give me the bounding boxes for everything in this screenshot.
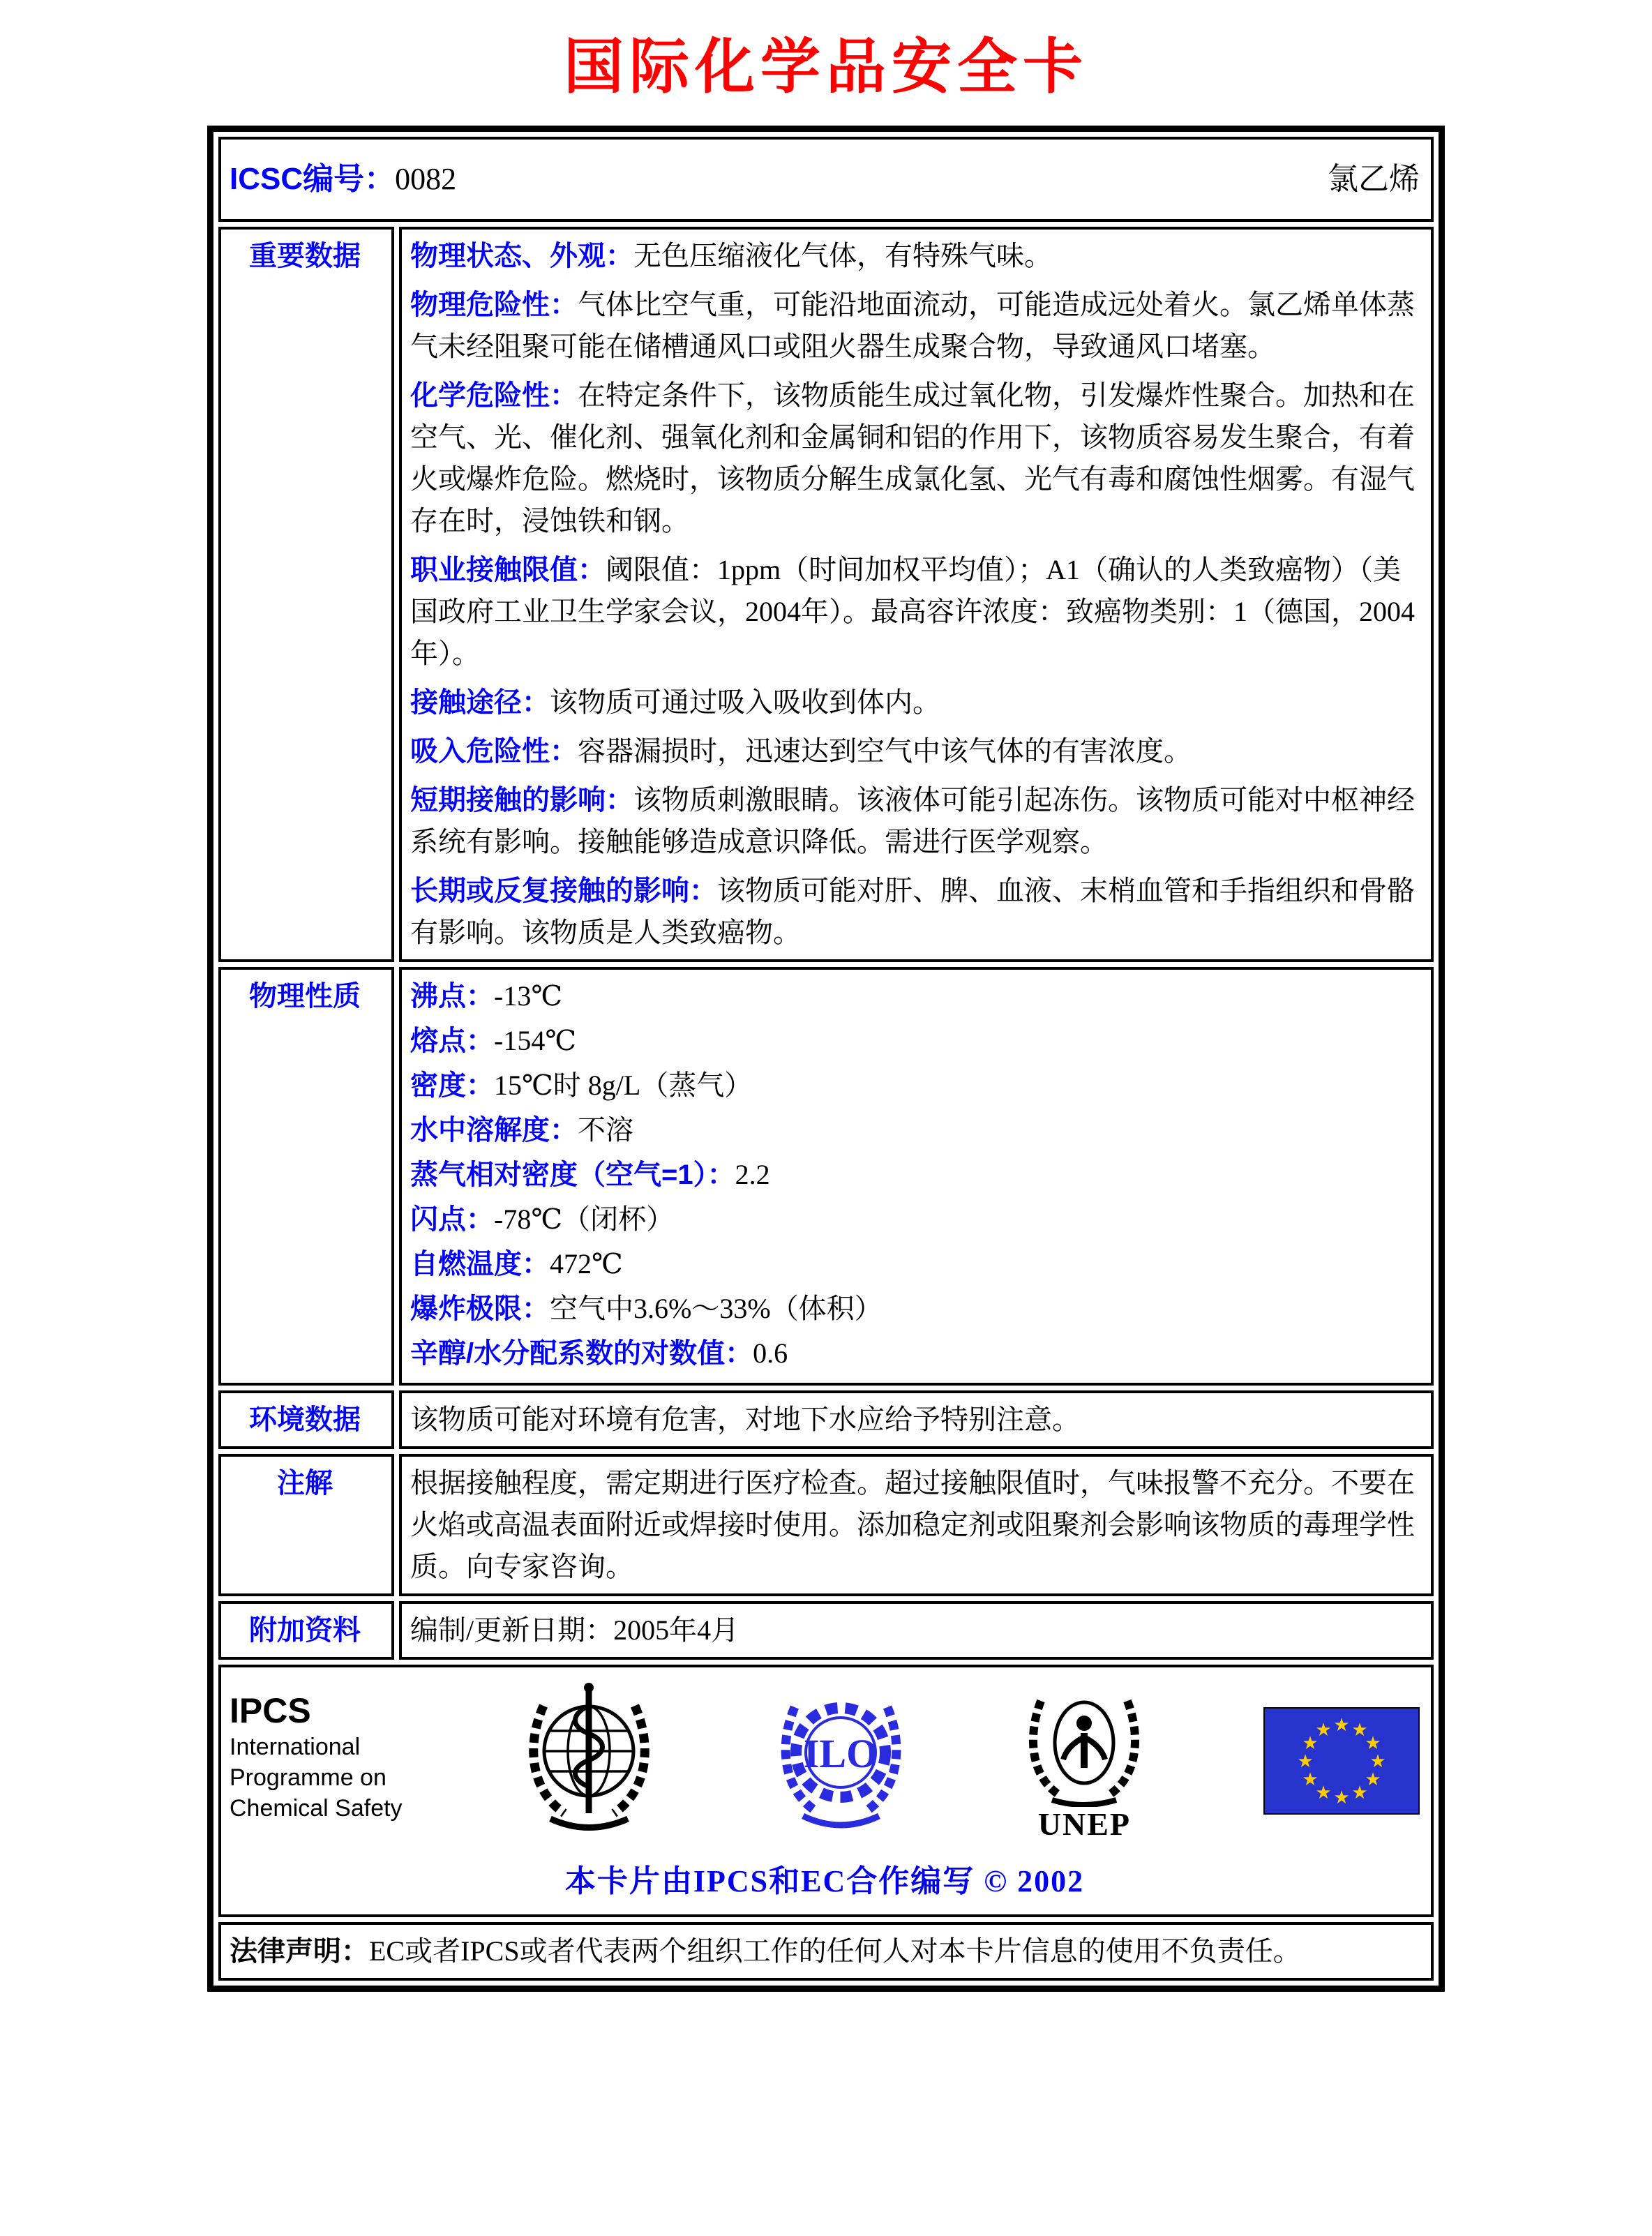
prop-melting-point [410,1020,1420,1062]
header-cell [218,137,1434,222]
chemical-name: 氯乙烯 [1328,162,1420,196]
svg-text:★: ★ [1365,1733,1381,1754]
entry-chemical-danger [410,375,1420,542]
prop-label: 辛醇/水分配系数的对数值： [410,1338,753,1369]
section-label-notes: 注解 [218,1454,394,1596]
ilo-logo-icon [776,1679,906,1843]
svg-text:★: ★ [1302,1733,1319,1754]
entry-label: 接触途径： [410,687,550,718]
prop-value: 472℃ [550,1248,623,1280]
entry-occupational-limits [410,549,1420,675]
entry-text: 容器漏损时，迅速达到空气中该气体的有害浓度。 [578,735,1192,767]
prop-label: 沸点： [410,981,494,1012]
svg-text:★: ★ [1365,1769,1381,1790]
additional-info-content [399,1601,1434,1660]
physical-properties-row [218,967,1434,1386]
entry-text: 阈限值：1ppm（时间加权平均值）；A1（确认的人类致癌物）（美国政府工业卫生学家会议，2004年）。最高容许浓度：致癌物类别：1（德国，2004年）。 [410,554,1415,669]
section-label-physical-properties: 物理性质 [218,967,394,1386]
svg-text:★: ★ [1302,1769,1319,1790]
icsc-number-group [230,156,456,202]
notes-row [218,1454,1434,1596]
important-data-content [399,227,1434,962]
prop-value: 空气中3.6%～33%（体积） [550,1293,883,1324]
prop-value: 不溶 [578,1114,633,1146]
additional-info-row [218,1601,1434,1660]
unep-wordmark: UNEP [1037,1806,1131,1842]
prop-value: -13℃ [494,980,563,1012]
svg-text:★: ★ [1369,1751,1386,1772]
section-label-environmental-data: 环境数据 [218,1390,394,1449]
icsc-card [207,126,1445,1992]
legal-text: EC或者IPCS或者代表两个组织工作的任何人对本卡片信息的使用不负责任。 [369,1935,1301,1967]
prop-value: -154℃ [494,1025,577,1056]
entry-inhalation-risk [410,730,1420,772]
legal-row [218,1922,1434,1981]
environmental-data-row [218,1390,1434,1449]
prop-explosive-limits [410,1288,1420,1330]
svg-text:★: ★ [1333,1787,1350,1808]
section-label-additional-info: 附加资料 [218,1601,394,1660]
environmental-data-content [399,1390,1434,1449]
ilo-letters: ILO [803,1730,878,1776]
entry-text: 气体比空气重，可能沿地面流动，可能造成远处着火。氯乙烯单体蒸气未经阻聚可能在储槽通风口或阻火器生成聚合物，导致通风口堵塞。 [410,289,1415,362]
prop-logp [410,1333,1420,1374]
prop-autoignition-temp [410,1243,1420,1285]
cooperation-caption: 本卡片由IPCS和EC合作编写 © 2002 [564,1864,1085,1898]
prop-label: 蒸气相对密度（空气=1）： [410,1160,735,1190]
entry-long-term-effects [410,870,1420,954]
prop-vapor-density [410,1154,1420,1196]
ipcs-line-3: Chemical Safety [230,1794,403,1822]
prop-label: 自燃温度： [410,1249,550,1280]
prop-label: 熔点： [410,1026,494,1056]
prop-label: 密度： [410,1070,494,1101]
ipcs-line-1: International [230,1733,361,1760]
entry-label: 职业接触限值： [410,555,606,585]
logos-cell [218,1665,1434,1917]
entry-label: 长期或反复接触的影响： [410,876,717,906]
entry-label: 物理危险性： [410,290,578,320]
unep-logo-icon [1024,1681,1144,1840]
header-row [218,137,1434,222]
ipcs-text-block [230,1673,403,1824]
entry-physical-danger [410,284,1420,368]
svg-text:★: ★ [1315,1720,1332,1741]
entry-label: 短期接触的影响： [410,785,633,816]
prop-value: 0.6 [753,1337,788,1369]
prop-value: 2.2 [735,1159,770,1190]
logos-row [218,1665,1434,1917]
svg-text:★: ★ [1351,1783,1368,1803]
physical-properties-content [399,967,1434,1386]
ipcs-line-2: Programme on [230,1764,386,1791]
notes-content [399,1454,1434,1596]
prop-label: 闪点： [410,1204,494,1235]
section-label-important-data: 重要数据 [218,227,394,962]
prop-label: 爆炸极限： [410,1293,550,1324]
entry-text: 该物质可能对肝、脾、血液、末梢血管和手指组织和骨骼有影响。该物质是人类致癌物。 [410,875,1415,948]
entry-physical-state [410,235,1420,277]
icsc-number-value: 0082 [395,162,457,196]
prop-flash-point [410,1199,1420,1240]
svg-text:★: ★ [1315,1783,1332,1803]
who-logo-icon [521,1679,657,1843]
svg-text:★: ★ [1297,1751,1314,1772]
prop-boiling-point [410,975,1420,1017]
entry-label: 吸入危险性： [410,736,578,767]
prop-water-solubility [410,1109,1420,1151]
svg-text:★: ★ [1333,1715,1350,1736]
legal-cell [218,1922,1434,1981]
prop-value: 15℃时 8g/L（蒸气） [494,1070,753,1101]
prop-density [410,1065,1420,1106]
entry-text: 该物质刺激眼睛。该液体可能引起冻伤。该物质可能对中枢神经系统有影响。接触能够造成意识降低。需进行医学观察。 [410,784,1415,857]
entry-exposure-routes [410,682,1420,723]
svg-text:★: ★ [1351,1720,1368,1741]
additional-info-text: 编制/更新日期：2005年4月 [410,1614,739,1646]
legal-label: 法律声明： [230,1936,369,1967]
entry-text: 无色压缩液化气体，有特殊气味。 [633,240,1052,271]
entry-label: 物理状态、外观： [410,241,633,271]
prop-label: 水中溶解度： [410,1115,578,1146]
notes-text: 根据接触程度，需定期进行医疗检查。超过接触限值时，气味报警不充分。不要在火焰或高温表面附近或焊接时使用。添加稳定剂或阻聚剂会影响该物质的毒理学性质。向专家咨询。 [410,1467,1415,1582]
ipcs-title: IPCS [230,1691,311,1730]
environmental-data-text: 该物质可能对环境有危害，对地下水应给予特别注意。 [410,1404,1080,1435]
entry-text: 在特定条件下，该物质能生成过氧化物，引发爆炸性聚合。加热和在空气、光、催化剂、强氧化剂和金属铜和铝的作用下，该物质容易发生聚合，有着火或爆炸危险。燃烧时，该物质分解生成氯化氢、光气有毒和腐蚀性烟雾。有湿气存在时，浸蚀铁和钢。 [410,380,1415,537]
prop-value: -78℃（闭杯） [494,1203,675,1235]
entry-text: 该物质可通过吸入吸收到体内。 [550,686,940,718]
important-data-row [218,227,1434,962]
icsc-number-label: ICSC编号： [230,162,396,196]
entry-short-term-effects [410,779,1420,863]
eu-flag-icon [1263,1707,1420,1815]
page-title: 国际化学品安全卡 [564,33,1088,100]
entry-label: 化学危险性： [410,380,578,411]
